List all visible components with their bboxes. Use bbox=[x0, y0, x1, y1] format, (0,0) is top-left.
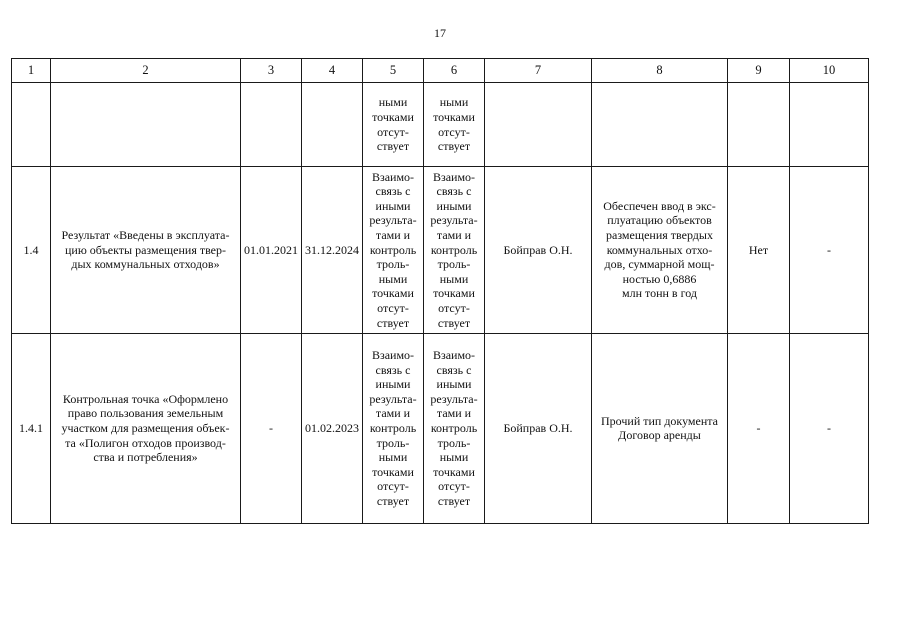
responsible-cell bbox=[485, 83, 592, 167]
end-date-cell: 01.02.2023 bbox=[302, 333, 363, 523]
page-number: 17 bbox=[434, 26, 446, 40]
column-header: 3 bbox=[241, 59, 302, 83]
column-header: 2 bbox=[51, 59, 241, 83]
start-date-cell: 01.01.2021 bbox=[241, 167, 302, 333]
notes-cell bbox=[790, 83, 869, 167]
end-date-cell bbox=[302, 83, 363, 167]
predecessor-cell: Взаимо- связь с иными результа- тами и контроль троль- ными точками отсут- ствует bbox=[363, 167, 424, 333]
row-number-cell bbox=[12, 83, 51, 167]
description-cell: Результат «Введены в эксплуата- цию объекты размещения твер- дых коммунальных отходов» bbox=[51, 167, 241, 333]
table-row bbox=[12, 83, 869, 167]
predecessor-cell: Взаимо- связь с иными результа- тами и контроль троль- ными точками отсут- ствует bbox=[363, 333, 424, 523]
plan-table bbox=[11, 58, 869, 524]
column-header: 7 bbox=[485, 59, 592, 83]
result-type-cell: Обеспечен ввод в экс- плуатацию объектов размещения твердых коммунальных отхо- дов, суммарной мощ- ностью 0,6886 млн тонн в год bbox=[592, 167, 728, 333]
table-header-row bbox=[12, 59, 869, 83]
start-date-cell bbox=[241, 83, 302, 167]
column-header: 6 bbox=[424, 59, 485, 83]
end-date-cell: 31.12.2024 bbox=[302, 167, 363, 333]
predecessor-cell: ными точками отсут- ствует bbox=[363, 83, 424, 167]
row-number-cell: 1.4 bbox=[12, 167, 51, 333]
notes-cell: - bbox=[790, 333, 869, 523]
risk-cell: Нет bbox=[728, 167, 790, 333]
successor-cell: ными точками отсут- ствует bbox=[424, 83, 485, 167]
column-header: 5 bbox=[363, 59, 424, 83]
table-row bbox=[12, 167, 869, 333]
risk-cell: - bbox=[728, 333, 790, 523]
column-header: 10 bbox=[790, 59, 869, 83]
table-row bbox=[12, 333, 869, 523]
notes-cell: - bbox=[790, 167, 869, 333]
successor-cell: Взаимо- связь с иными результа- тами и контроль троль- ными точками отсут- ствует bbox=[424, 167, 485, 333]
column-header: 8 bbox=[592, 59, 728, 83]
row-number-cell: 1.4.1 bbox=[12, 333, 51, 523]
risk-cell bbox=[728, 83, 790, 167]
description-cell bbox=[51, 83, 241, 167]
column-header: 9 bbox=[728, 59, 790, 83]
responsible-cell: Бойправ О.Н. bbox=[485, 167, 592, 333]
successor-cell: Взаимо- связь с иными результа- тами и контроль троль- ными точками отсут- ствует bbox=[424, 333, 485, 523]
column-header: 1 bbox=[12, 59, 51, 83]
result-type-cell bbox=[592, 83, 728, 167]
responsible-cell: Бойправ О.Н. bbox=[485, 333, 592, 523]
start-date-cell: - bbox=[241, 333, 302, 523]
description-cell: Контрольная точка «Оформлено право пользования земельным участком для размещения объек- та «Полигон отходов производ- ства и потребления» bbox=[51, 333, 241, 523]
column-header: 4 bbox=[302, 59, 363, 83]
result-type-cell: Прочий тип документа Договор аренды bbox=[592, 333, 728, 523]
